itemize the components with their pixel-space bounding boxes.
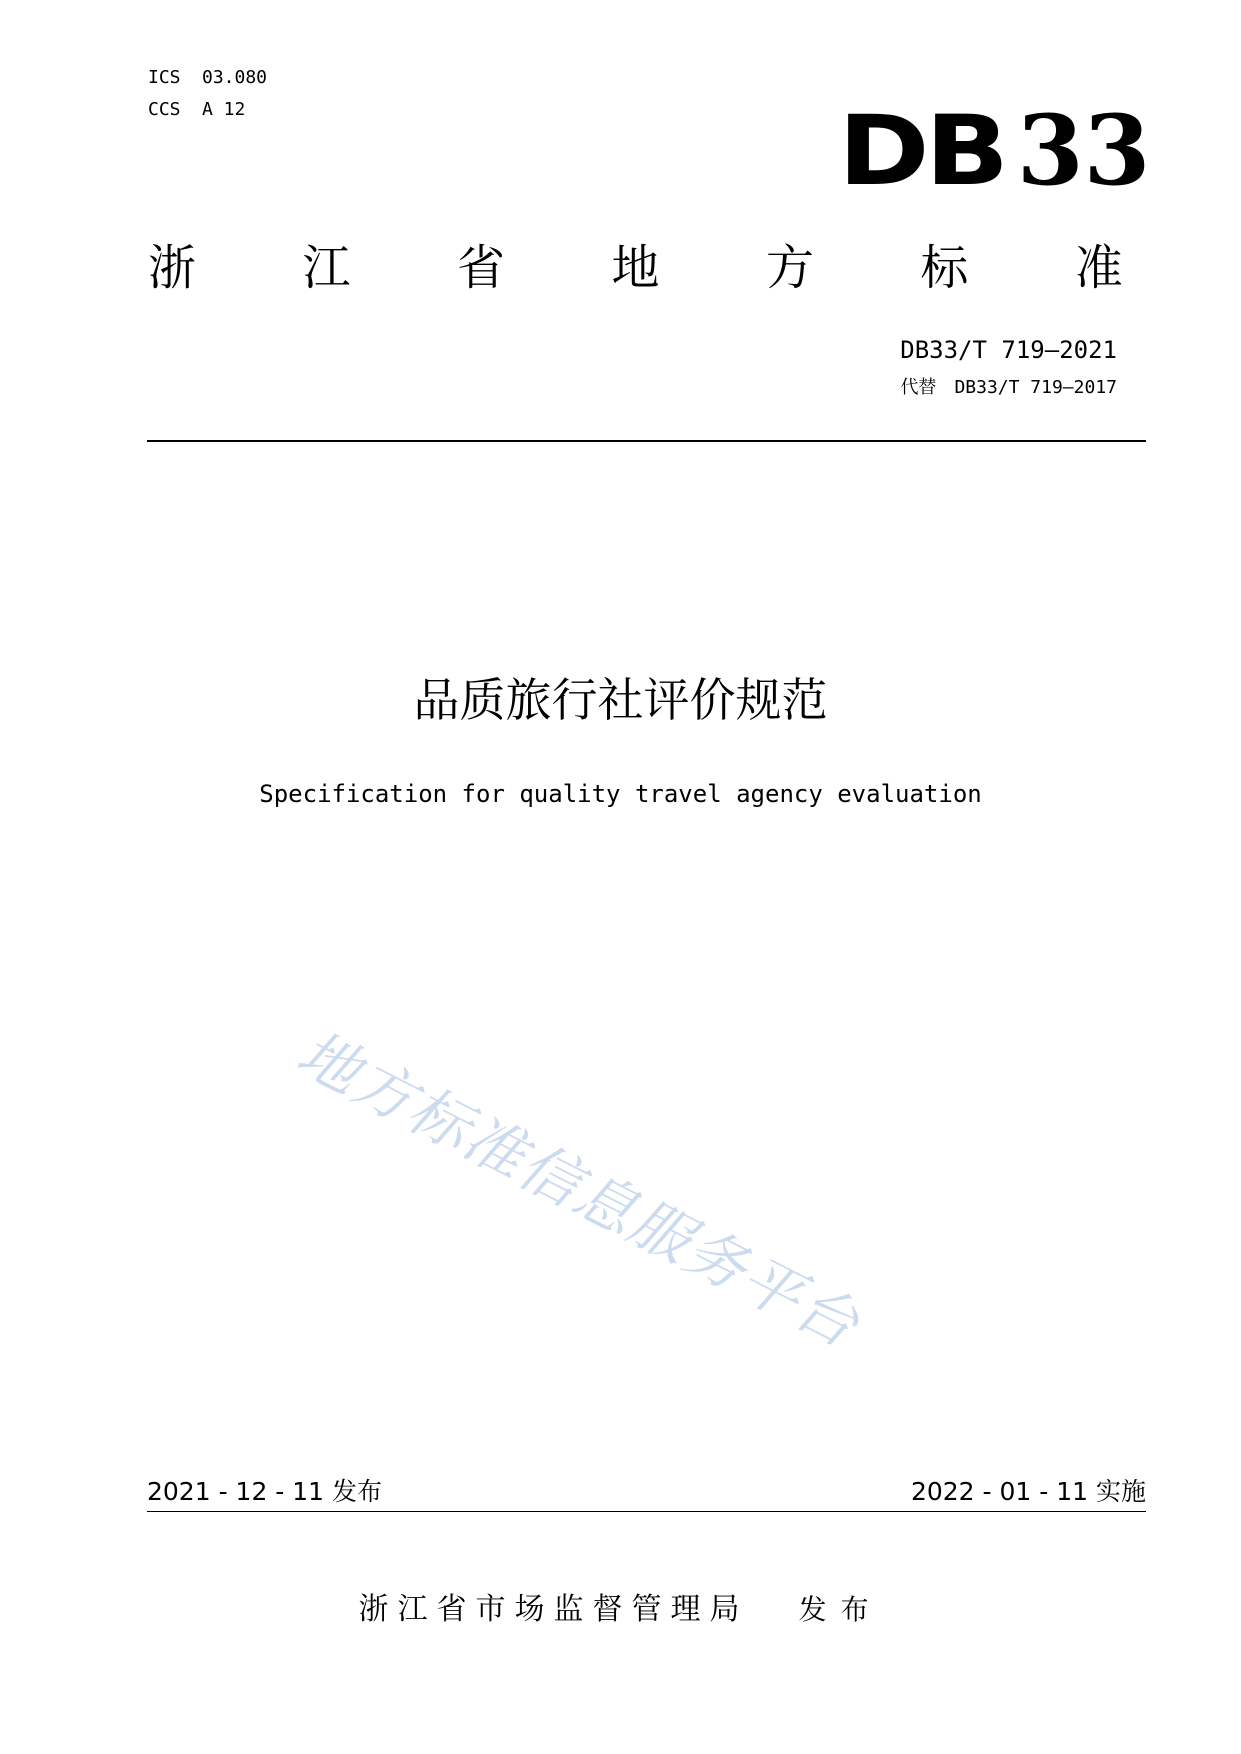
standard-type-heading xyxy=(148,236,1123,300)
publish-date: 2021 - 12 - 11 发布 xyxy=(147,1477,383,1506)
replaces-line xyxy=(900,373,1117,403)
footer-divider xyxy=(147,1511,1146,1512)
replaces-number: DB33/T 719—2017 xyxy=(954,377,1117,398)
watermark: 地方标准信息服务平台 xyxy=(286,1018,871,1362)
effective-date: 2022 - 01 - 11 实施 xyxy=(910,1477,1146,1506)
header-divider xyxy=(147,440,1146,442)
classification-codes xyxy=(148,62,267,126)
issuer-line xyxy=(0,1588,1241,1632)
standard-type-char: 准 xyxy=(1074,240,1123,296)
issuer-action: 发布 xyxy=(798,1593,883,1626)
document-title-cn: 品质旅行社评价规范 xyxy=(413,673,828,727)
standard-type-char: 江 xyxy=(302,240,351,296)
logo-db: DB xyxy=(838,95,1005,207)
logo-num: 33 xyxy=(1016,94,1151,207)
document-title-en: Specification for quality travel agency evaluation xyxy=(259,780,982,808)
ccs-code-row xyxy=(148,94,267,126)
ics-code-row xyxy=(148,62,267,94)
standard-type-char: 省 xyxy=(456,240,505,296)
standard-type-char: 标 xyxy=(920,240,969,296)
standard-type-char: 地 xyxy=(611,240,660,296)
standard-type-char: 浙 xyxy=(148,240,197,296)
ics-label: ICS xyxy=(148,67,181,88)
ccs-value: A 12 xyxy=(202,99,246,120)
issuer-org: 浙江省市场监督管理局 xyxy=(358,1592,749,1627)
db33-logo xyxy=(838,94,1151,207)
ics-value: 03.080 xyxy=(202,67,268,88)
standard-type-char: 方 xyxy=(765,240,814,296)
ccs-label: CCS xyxy=(148,99,181,120)
replaces-label: 代替 xyxy=(900,377,937,398)
standard-number: DB33/T 719—2021 xyxy=(900,336,1117,364)
